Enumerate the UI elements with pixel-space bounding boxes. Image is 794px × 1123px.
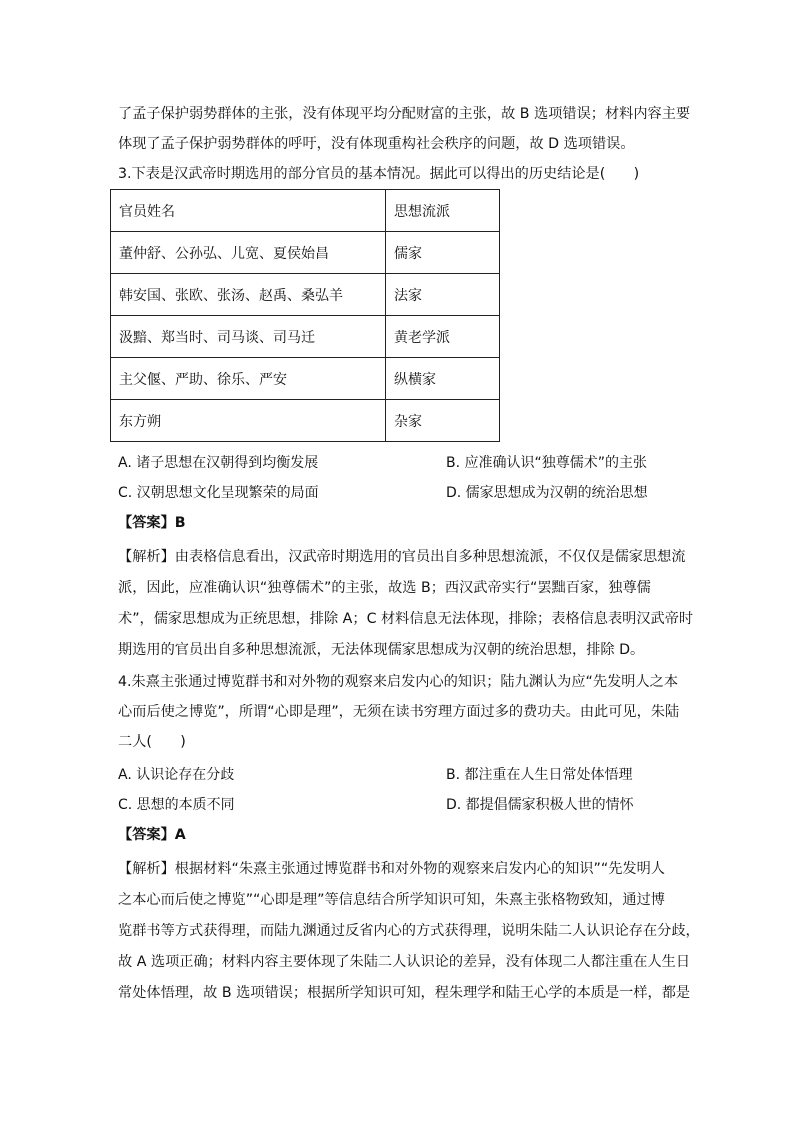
table-row [111,400,500,442]
option-d: D. 儒家思想成为汉朝的统治思想 [446,485,648,501]
table-cell: 黄老学派 [386,316,500,358]
table-cell: 董仲舒、公孙弘、儿宽、夏侯始昌 [111,232,386,274]
option-b: B. 应准确认识“独尊儒术”的主张 [446,455,648,471]
analysis-line: 览群书等方式获得理，而陆九渊通过反省内心的方式获得理，说明朱陆二人认识论存在分歧， [118,923,700,939]
analysis-line: 【解析】由表格信息看出，汉武帝时期选用的官员出自多种思想流派，不仅仅是儒家思想流 [118,549,686,565]
option-d: D. 都提倡儒家积极人世的情怀 [446,797,634,813]
analysis-line: 常处体悟理，故 B 选项错误；根据所学知识可知，程朱理学和陆王心学的本质是一样，都是 [118,985,691,1001]
table-row [111,274,500,316]
header-cell: 官员姓名 [111,190,386,232]
question-4-stem: 二人( ) [118,734,186,750]
option-c: C. 思想的本质不同 [118,797,235,813]
option-c: C. 汉朝思想文化呈现繁荣的局面 [118,485,319,501]
header-cell: 思想流派 [386,190,500,232]
text-line: 了孟子保护弱势群体的主张，没有体现平均分配财富的主张，故 B 选项错误；材料内容主要 [118,106,691,122]
analysis-line: 之本心而后使之博览”“心即是理”等信息结合所学知识可知，朱熹主张格物致知，通过博 [118,892,665,908]
analysis-line: 期选用的官员出自多种思想流派，无法体现儒家思想成为汉朝的统治思想，排除 D。 [118,642,645,658]
table-row [111,358,500,400]
question-4-stem: 心而后使之博览”，所谓“心即是理”，无须在读书穷理方面过多的费功夫。由此可见，朱陆 [118,704,680,720]
text-line: 体现了孟子保护弱势群体的呼吁，没有体现重构社会秩序的问题，故 D 选项错误。 [118,136,635,152]
officials-table [110,189,500,442]
analysis-line: 故 A 选项正确；材料内容主要体现了朱陆二人认识论的差异，没有体现二人都注重在人生日 [118,954,691,970]
table-row [111,232,500,274]
analysis-line: 【解析】根据材料“朱熹主张通过博览群书和对外物的观察来启发内心的知识”“先发明人 [118,861,665,877]
option-a: A. 诸子思想在汉朝得到均衡发展 [118,455,319,471]
analysis-line: 派，因此，应准确认识“独尊儒术”的主张，故选 B；西汉武帝实行“罢黜百家，独尊儒 [118,580,651,596]
table-row [111,316,500,358]
question-4-stem: 4.朱熹主张通过博览群书和对外物的观察来启发内心的知识；陆九渊认为应“先发明人之本 [118,674,679,690]
question-3-stem: 3.下表是汉武帝时期选用的部分官员的基本情况。据此可以得出的历史结论是( ) [118,166,640,182]
table-cell: 韩安国、张欧、张汤、赵禹、桑弘羊 [111,274,386,316]
option-b: B. 都注重在人生日常处体悟理 [446,767,633,783]
table-cell: 汲黯、郑当时、司马谈、司马迁 [111,316,386,358]
table-cell: 法家 [386,274,500,316]
table-header-row [111,190,500,232]
analysis-line: 术”，儒家思想成为正统思想，排除 A；C 材料信息无法体现，排除；表格信息表明汉武帝时 [118,611,694,627]
table-cell: 纵横家 [386,358,500,400]
table-cell: 儒家 [386,232,500,274]
table-cell: 主父偃、严助、徐乐、严安 [111,358,386,400]
table-cell: 杂家 [386,400,500,442]
answer-label: 【答案】A [118,827,186,843]
table-cell: 东方朔 [111,400,386,442]
option-a: A. 认识论存在分歧 [118,767,235,783]
answer-label: 【答案】B [118,515,186,531]
